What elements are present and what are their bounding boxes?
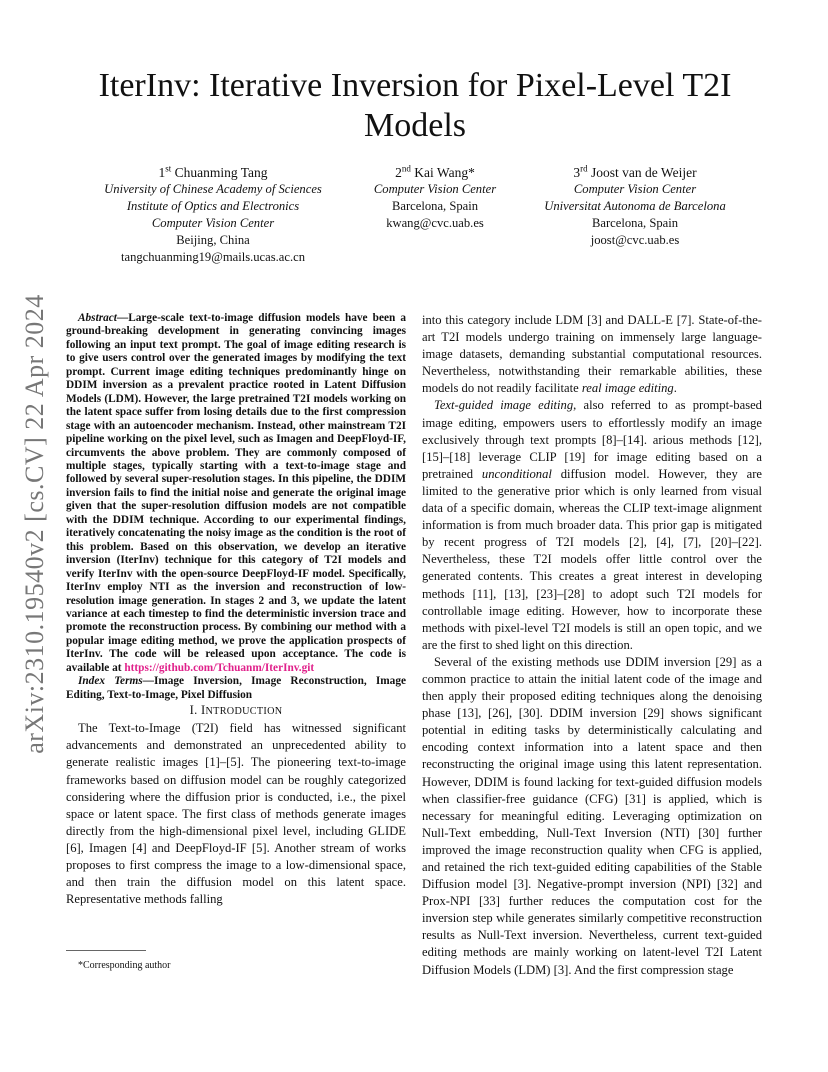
email: joost@cvc.uab.es	[590, 233, 680, 247]
paragraph: Text-guided image editing, also referred to as prompt-based image editing, empowers users to effortlessly modify an image exclusively through text prompts [8]–[14]. arious methods [12], [15]–[18] leverage CLIP [19] for image editing based on a pretrained unconditional diffusion model. However, they are limited to the generative prior which is only learned from visual data of a specific domain, whereas the CLIP text-image alignment information is from much broader data. This prior gap is mitigated by recent progress of T2I models [2], [4], [7], [20]–[22]. Nevertheless, these T2I models offer little control over the generated contents. This creates a great interest in developing methods [11], [13], [23]–[28] to adopt such T2I models for controllable image editing. However, how to incorporate these methods with pixel-level T2I models is still an open topic, and we are the first to shed light on this direction.	[422, 398, 762, 652]
affiliation: Universitat Autonoma de Barcelona	[544, 199, 726, 213]
intro-paragraph: The Text-to-Image (T2I) field has witnessed significant advancements and demonstrated an unprecedented ability to generate realistic images [1]–[5]. The pioneering text-to-image frameworks based on diffusion model can be roughly categorized considering where the diffusion prior is conducted, i.e., the pixel space or latent space. The first class of methods generate images directly from the high-dimensional pixel level, including GLIDE [6], Imagen [4] and DeepFloyd-IF [5]. Another stream of works proposes to first compress the image to a low-dimensional space, and then train the diffusion model on this latent space. Representative methods falling	[66, 721, 406, 907]
email: kwang@cvc.uab.es	[386, 216, 484, 230]
section-heading: I. INTRODUCTION	[189, 703, 283, 718]
location: Beijing, China	[176, 233, 250, 247]
affiliation: Computer Vision Center	[573, 182, 697, 196]
abstract: Abstract—Large-scale text-to-image diffusion models have been a ground-breaking development in generating convincing images following an input text prompt. The goal of image editing research is to give users control over the generated images by modifying the text prompt. Current image editing techniques predominantly hinge on DDIM inversion as a prevalent practice rooted in Latent Diffusion Models (LDM). However, the large pretrained T2I models working on the latent space suffer from losing details due to the first compression stage with an autoencoder mechanism. Instead, other mainstream T2I pipeline working on the pixel level, such as Imagen and DeepFloyd-IF, circumvents the above problem. They are commonly composed of multiple stages, typically starting with a text-to-image stage and followed by several super-resolution stages. In this pipeline, the DDIM inversion fails to find the initial noise and generate the original image given that the super-resolution diffusion models are not compatible with the DDIM technique. According to our experimental findings, iteratively concatenating the noisy image as the condition is the root of this problem. Based on this observation, we develop an iterative inversion (IterInv) technique for this category of T2I models and verify IterInv with the open-source DeepFloyd-IF model. Specifically, IterInv employ NTI as the inversion and reconstruction of low-resolution image generation. In stages 2 and 3, we update the latent variance at each timestep to find the deterministic inversion trace and promote the reconstruction process. By combining our method with a popular image editing method, we prove the application prospects of IterInv. The code will be released upon acceptance. The code is available at https://github.com/Tchuanm/IterInv.git	[66, 312, 406, 674]
author-block-1	[88, 164, 338, 266]
arxiv-sidebar-stamp	[12, 290, 52, 760]
arxiv-id: arXiv:2310.19540v2 [cs.CV] 22 Apr 2024	[20, 294, 49, 754]
author-block-2	[355, 164, 515, 232]
index-terms: Index Terms—Image Inversion, Image Reconstruction, Image Editing, Text-to-Image, Pixel Diffusion	[66, 675, 406, 701]
location: Barcelona, Spain	[391, 199, 479, 213]
paper-title: IterInv: Iterative Inversion for Pixel-Level T2I Models	[98, 67, 732, 144]
paragraph: into this category include LDM [3] and DALL-E [7]. State-of-the-art T2I models undergo training on immensely large language-image datasets, demanding substantial computational resources. Nevertheless, notwithstanding their remarkable abilities, these models do not readily facilitate real image editing.	[422, 313, 762, 396]
code-link[interactable]: https://github.com/Tchuanm/IterInv.git	[124, 661, 315, 674]
affiliation: Computer Vision Center	[373, 182, 497, 196]
author-name: 3rd Joost van de Weijer	[573, 163, 697, 180]
email: tangchuanming19@mails.ucas.ac.cn	[120, 250, 305, 264]
location: Barcelona, Spain	[591, 216, 679, 230]
footnote-rule	[66, 950, 146, 951]
affiliation: University of Chinese Academy of Sciences	[104, 182, 322, 196]
author-name: 1st Chuanming Tang	[158, 163, 268, 180]
footnote: *Corresponding author	[78, 960, 171, 971]
left-column	[66, 312, 406, 908]
affiliation: Institute of Optics and Electronics	[126, 199, 300, 213]
affiliation: Computer Vision Center	[151, 216, 275, 230]
paragraph: Several of the existing methods use DDIM inversion [29] as a common practice to attain the initial latent code of the image and then apply their proposed editing techniques along the denoising phase [13], [26], [30]. DDIM inversion [29] shows significant potential in editing tasks by deterministically calculating and encoding context information into a latent space and then reconstructing the original image using this latent representation. However, DDIM is found lacking for text-guided diffusion models when classifier-free guidance (CFG) [31] is applied, which is necessary for meaningful editing. Leveraging optimization on Null-Text embedding, Null-Text Inversion (NTI) [30] further improved the image reconstruction quality when CFG is applied, and retained the rich text-guided editing capabilities of the Stable Diffusion model [3]. Negative-prompt inversion (NPI) [32] and Prox-NPI [33] further reduces the computation cost for the inversion step while generates similarly competitive reconstruction results as Null-Text inversion. Nevertheless, current text-guided editing methods are mainly working on latent-level T2I Latent Diffusion Models (LDM) [3]. And the first compression stage	[422, 654, 762, 977]
right-column	[422, 312, 762, 979]
author-name: 2nd Kai Wang*	[395, 163, 475, 180]
author-block-3	[525, 164, 745, 249]
